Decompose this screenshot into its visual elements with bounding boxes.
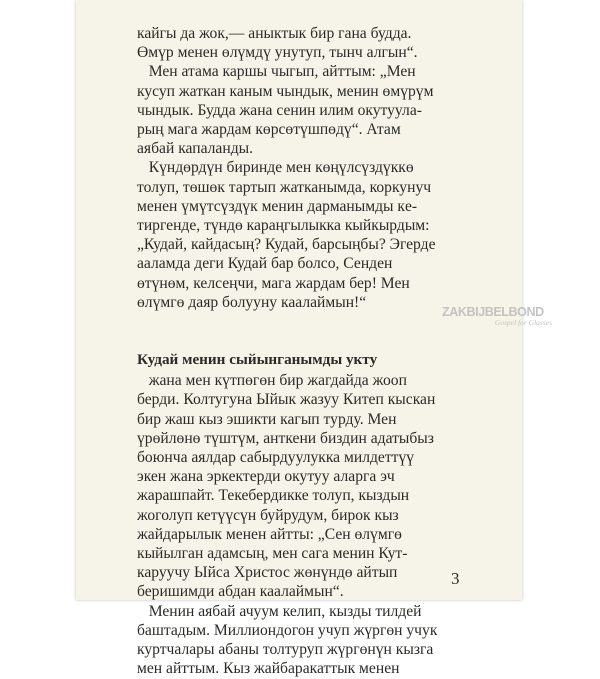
text-line: өтүнөм, келсеңчи, мага жардам бер! Мен	[137, 274, 410, 292]
text-line: толуп, төшөк тартып жатканымда, коркунуч	[137, 178, 432, 196]
text-line: жарашпайт. Текебердикке толуп, кыздын	[137, 487, 410, 505]
text-line: экен жана эркектерди окутуу аларга эч	[137, 468, 395, 486]
text-line: жана мен күтпөгөн бир жагдайда жооп	[137, 372, 407, 390]
text-line: кайгы да жок,— аныктык бир гана будда.	[137, 25, 412, 42]
text-line: өлүмгө даяр болууну каалаймын!“	[137, 293, 367, 311]
text-line: Өмүр менен өлүмдү унутуп, тынч алгын“.	[137, 44, 418, 62]
text-line: Күндөрдүн биринде мен көңүлсүздүккө	[137, 159, 414, 177]
watermark-text: ZAKBIJBELBOND	[442, 305, 544, 319]
text-line: тиргенде, түндө караңгылыкка кыйкырдым:	[137, 217, 430, 235]
text-line: беришимди абдан каалаймын“.	[137, 583, 344, 601]
text-line: рың мага жардам көрсөтүшпөдү“. Атам	[137, 121, 401, 139]
page-number: 3	[451, 569, 460, 588]
text-line: чындык. Будда жана сенин илим окутуула-	[137, 101, 422, 119]
text-line: мен айттым. Кыз жайбаракаттык менен	[137, 660, 400, 678]
text-line: „Кудай, кайдасың? Кудай, барсыңбы? Эгерде	[137, 236, 436, 254]
text-line: кыйылган адамсың, мен сага менин Кут-	[137, 545, 408, 563]
text-line: боюнча аялдар сабырдуулукка милдеттүү	[137, 449, 415, 467]
text-line: ааламда деги Кудай бар болсо, Сенден	[137, 255, 393, 273]
page-text	[137, 24, 459, 679]
watermark-logo	[442, 305, 572, 327]
section-gap	[137, 312, 459, 350]
text-line: кусуп жаткан каным чындык, менин өмүрүм	[137, 82, 434, 100]
text-line: аябай капаланды.	[137, 140, 254, 158]
text-line: берди. Колтугуна Ыйык жазуу Китеп кыскан	[137, 391, 436, 409]
text-line: Менин аябай ачуум келип, кызды тилдей	[137, 602, 422, 620]
text-line: Мен атама каршы чыгып, айттым: „Мен	[137, 63, 416, 81]
watermark-tagline: Gospel for Glasses	[494, 318, 552, 327]
text-line: жайдарылык менен айтты: „Сен өлүмгө	[137, 525, 402, 543]
text-line: куртчалары абаны толтуруп жүргөнүн кызга	[137, 641, 434, 659]
text-line: баштадым. Миллиондогон учуп жүргөн учук	[137, 621, 438, 639]
text-line: бир жаш кыз эшикти кагып турду. Мен	[137, 410, 397, 428]
text-line: үрөйлөнө түштүм, анткени биздин адатыбыз	[137, 429, 434, 447]
text-line: каруучу Ыйса Христос жөнүндө айтып	[137, 564, 398, 582]
section-heading: Кудай менин сыйынганымды укту	[137, 351, 378, 369]
text-line: жоголуп кетүүсүн буйрудум, бирок кыз	[137, 506, 399, 524]
text-line: менен үмүтсүздүк менин дарманымды кe-	[137, 197, 418, 215]
